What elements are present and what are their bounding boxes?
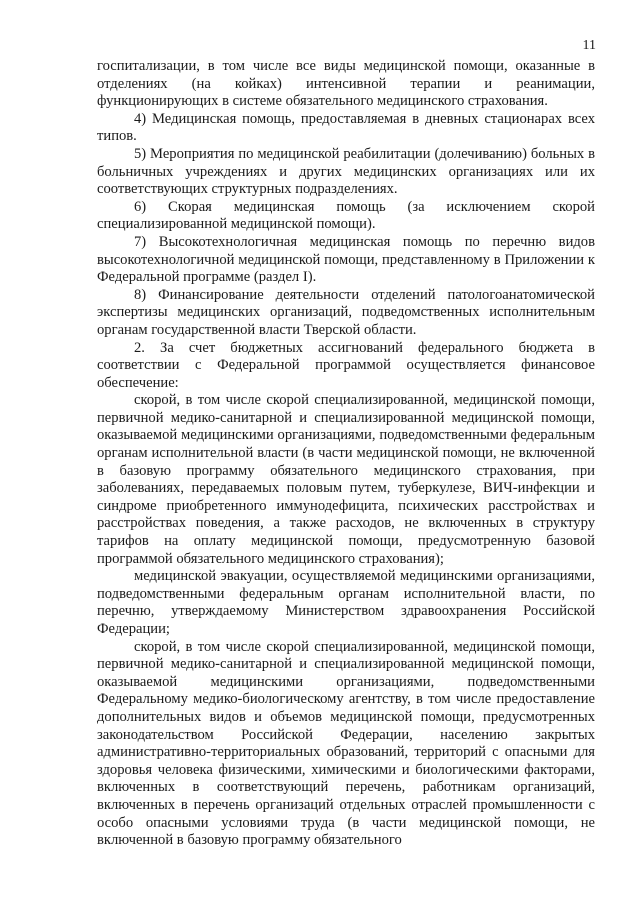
paragraph-item-5: 5) Мероприятия по медицинской реабилитации (долечиванию) больных в больничных учреждениях и других медицинских организациях или их соответствующих структурных подразделениях. <box>97 145 595 198</box>
paragraph-federal-emergency-care: скорой, в том числе скорой специализированной, медицинской помощи, первичной медико-санитарной и специализированной медицинской помощи, оказываемой медицинскими организациями, подведомственными федеральным органам исполнительной власти (в части медицинской помощи, не включенной в базовую программу обязательного медицинского страхования, при заболеваниях, передаваемых половым путем, туберкулезе, ВИЧ-инфекции и синдроме приобретенного иммунодефицита, психических расстройствах и расстройствах поведения, а также расходов, не включенных в структуру тарифов на оплату медицинской помощи, предусмотренную базовой программой обязательного медицинского страхования); <box>97 392 595 567</box>
paragraph-fmba-care: скорой, в том числе скорой специализированной, медицинской помощи, первичной медико-санитарной и специализированной медицинской помощи, оказываемой медицинскими организациями, подведомственными Федеральному медико-биологическому агентству, в том числе предоставление дополнительных видов и объемов медицинской помощи, предусмотренных законодательством Российской Федерации, населению закрытых административно-территориальных образований, территорий с опасными для здоровья человека физическими, химическими и биологическими факторами, включенных в соответствующий перечень, работникам организаций, включенных в перечень организаций отдельных отраслей промышленности с особо опасными условиями труда (в части медицинской помощи, не включенной в базовую программу обязательного <box>97 638 595 849</box>
paragraph-section-2: 2. За счет бюджетных ассигнований федерального бюджета в соответствии с Федеральной программой осуществляется финансовое обеспечение: <box>97 339 595 391</box>
paragraph-item-8: 8) Финансирование деятельности отделений патологоанатомической экспертизы медицинских организаций, подведомственных исполнительным органам государственной власти Тверской области. <box>97 286 595 338</box>
paragraph-item-6: 6) Скорая медицинская помощь (за исключением скорой специализированной медицинской помощи). <box>97 198 595 233</box>
paragraph-medical-evacuation: медицинской эвакуации, осуществляемой медицинскими организациями, подведомственными федеральным органам исполнительной власти, по перечню, утверждаемому Министерством здравоохранения Российской Федерации; <box>97 568 595 637</box>
paragraph-continuation: госпитализации, в том числе все виды медицинской помощи, оказанные в отделениях (на койках) интенсивной терапии и реанимации, функционирующих в системе обязательного медицинского страхования. <box>97 58 595 110</box>
paragraph-item-4: 4) Медицинская помощь, предоставляемая в дневных стационарах всех типов. <box>97 110 595 145</box>
paragraph-item-7: 7) Высокотехнологичная медицинская помощь по перечню видов высокотехнологичной медицинской помощи, представленному в Приложении к Федеральной программе (раздел I). <box>97 233 595 286</box>
page-number: 11 <box>582 38 596 53</box>
document-body <box>97 58 595 850</box>
